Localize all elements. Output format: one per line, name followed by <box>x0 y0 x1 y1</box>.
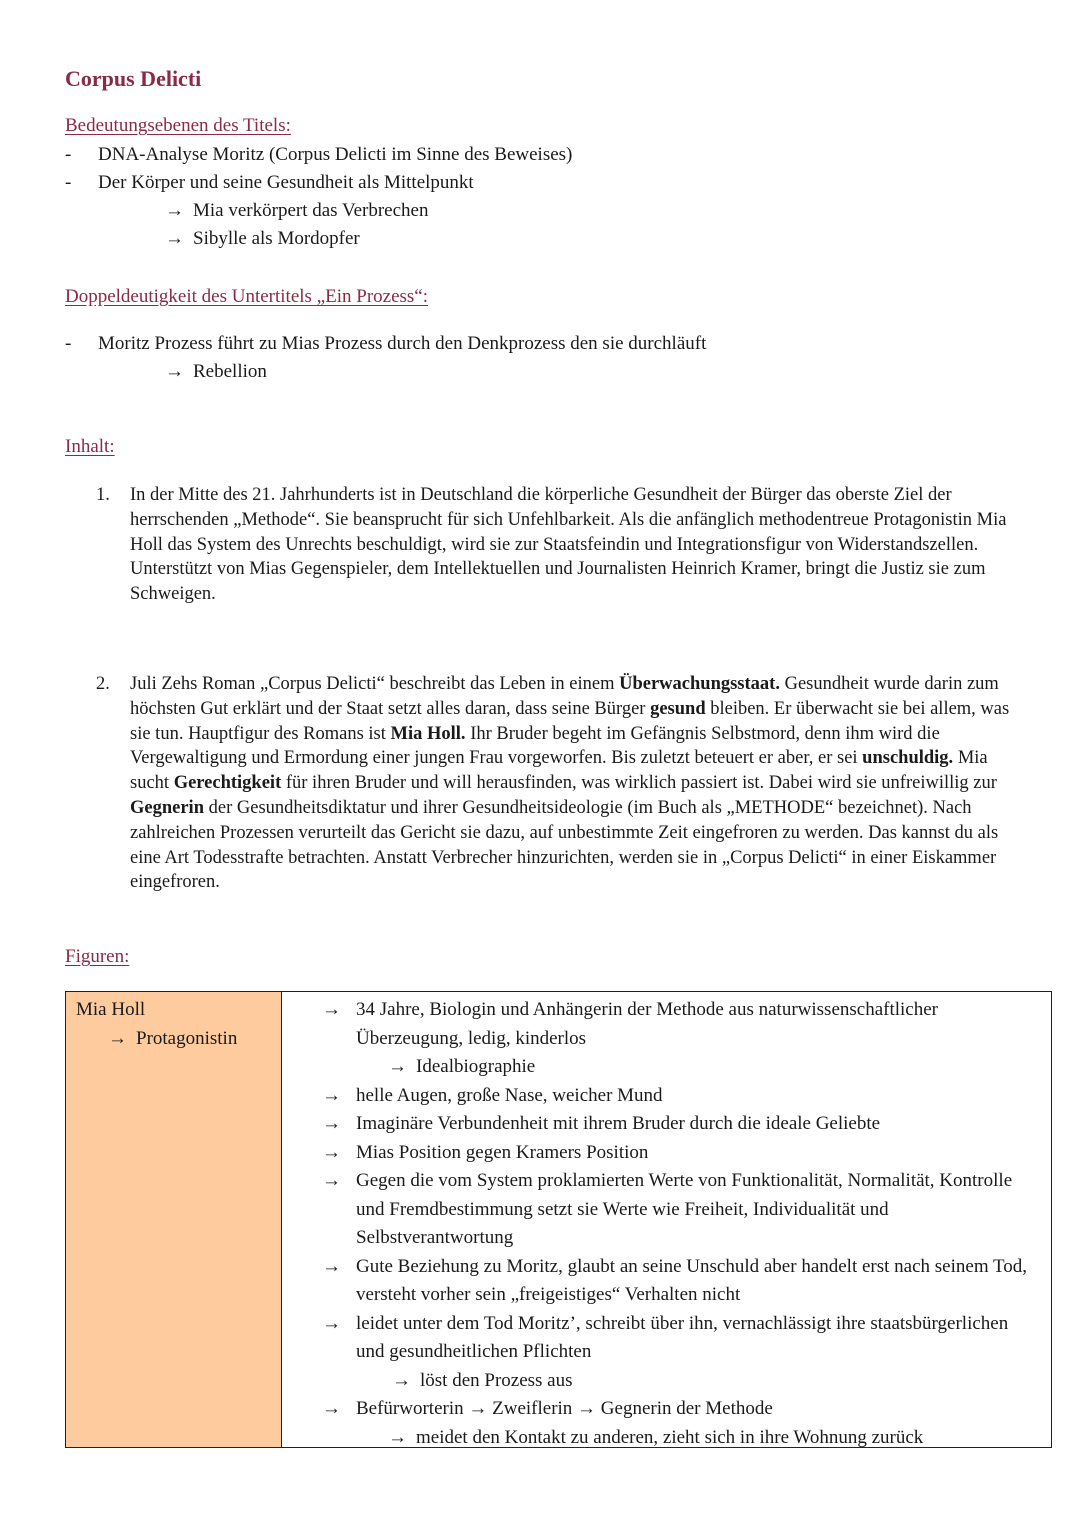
arrow-icon: → <box>322 1170 341 1191</box>
trait-text: helle Augen, große Nase, weicher Mund <box>356 1084 663 1106</box>
sub-mia: Mia verkörpert das Verbrechen <box>193 200 429 221</box>
arrow-icon: → <box>322 1398 341 1419</box>
trait-text: leidet unter dem Tod Moritz’, schreibt über ihn, vernachlässigt ihre staatsbürgerlichen und gesundheitlichen Pflichten <box>356 1312 1009 1362</box>
bold-text: gesund <box>650 698 706 719</box>
arrow-icon: → <box>392 1369 411 1391</box>
bullet-prozess: Moritz Prozess führt zu Mias Prozess durch den Denkprozess den sie durchläuft <box>98 333 707 354</box>
arrow-icon: → <box>388 1056 407 1077</box>
trait-sub-item <box>322 1367 1037 1396</box>
bold-text: unschuldig. <box>862 748 954 769</box>
figure-name-cell <box>66 992 282 1447</box>
paragraph-text <box>130 672 1016 895</box>
figure-role: Protagonistin <box>136 1027 238 1049</box>
sub-item <box>165 361 267 383</box>
trait-sub-text: meidet den Kontakt zu anderen, zieht sich in ihre Wohnung zurück <box>416 1426 924 1448</box>
dash-bullet: - <box>65 172 72 193</box>
figure-traits-cell <box>282 992 1051 1447</box>
bold-text: Gegnerin <box>130 797 204 818</box>
paragraph-text: In der Mitte des 21. Jahrhunderts ist in Deutschland die körperliche Gesundheit der Bürger das oberste Ziel der herrschenden „Methode“. Sie beansprucht für sich Unfehlbarkeit. Als die anfänglich methodentreue Protagonistin Mia Holl das System des Unrechts beschuldigt, wird sie zur Staatsfeindin und Integrationsfigur von Widerstandszellen. Unterstützt von Mias Gegenspieler, dem Intellektuellen und Journalisten Heinrich Kramer, bringt die Justiz sie zum Schweigen. <box>130 485 1007 605</box>
sub-item <box>165 228 360 250</box>
trait-sub-text: Idealbiographie <box>416 1056 536 1077</box>
arrow-icon: → <box>322 1113 341 1134</box>
text-run: für ihren Bruder und will herausfinden, was wirklich passiert ist. Dabei wird sie unfreiwillig zur <box>281 773 997 794</box>
text-run: bleiben. Er überwacht sie bei allem, was sie tun. Hauptfigur des Romans ist <box>130 698 1010 744</box>
trait-text: 34 Jahre, Biologin und Anhängerin der Methode aus naturwissenschaftlicher Überzeugung, ledig, kinderlos <box>356 999 938 1049</box>
text-run: Ihr Bruder begeht im Gefängnis Selbstmord, denn ihm wird die Vergewaltigung und Ermordung einer jungen Frau vorgeworfen. Bis zuletzt beteuert er aber, er sei <box>130 723 940 769</box>
bullet-dna: DNA-Analyse Moritz (Corpus Delicti im Sinne des Beweises) <box>98 144 573 165</box>
figure-name: Mia Holl <box>76 999 146 1020</box>
dash-bullet: - <box>65 144 72 165</box>
text-run: Gesundheit wurde darin zum höchsten Gut erklärt und der Staat setzt alles daran, dass seine Bürger <box>130 674 999 719</box>
bullet-body: Der Körper und seine Gesundheit als Mittelpunkt <box>98 172 474 193</box>
arrow-icon: → <box>388 1426 407 1448</box>
dash-bullet: - <box>65 333 72 354</box>
arrow-icon: → <box>165 200 184 221</box>
arrow-icon: → <box>322 1255 341 1277</box>
arrow-icon: → <box>322 999 341 1020</box>
arrow-icon: → <box>165 228 184 249</box>
arrow-icon: → <box>322 1084 341 1106</box>
page-title: Corpus Delicti <box>65 66 202 91</box>
text-run: Juli Zehs Roman „Corpus Delicti“ beschreibt das Leben in einem <box>130 674 620 694</box>
trait-item <box>322 1082 1037 1111</box>
section-heading-subtitle: Doppeldeutigkeit des Untertitels „Ein Prozess“: <box>65 286 429 307</box>
trait-sub-text: löst den Prozess aus <box>420 1369 573 1391</box>
sub-item <box>165 200 428 222</box>
trait-item <box>322 1139 1037 1168</box>
section-heading-meaning: Bedeutungsebenen des Titels: <box>65 115 291 136</box>
bold-text: Gerechtigkeit <box>173 773 282 794</box>
section-heading-content: Inhalt: <box>65 436 115 457</box>
trait-text: Imaginäre Verbundenheit mit ihrem Bruder durch die ideale Geliebte <box>356 1113 881 1134</box>
bold-text: Mia Holl. <box>390 723 466 744</box>
figure-role-line <box>76 1025 271 1054</box>
trait-sub-item <box>322 1424 1037 1453</box>
sub-rebellion: Rebellion <box>193 361 267 382</box>
trait-item <box>322 1167 1037 1253</box>
trait-sub-item <box>322 1053 1037 1082</box>
trait-item <box>322 1253 1037 1310</box>
paragraph-number: 2. <box>96 674 110 694</box>
arrow-icon: → <box>165 361 184 382</box>
text-run: Mia sucht <box>130 748 988 794</box>
text-run: der Gesundheitsdiktatur und ihrer Gesundheitsideologie (im Buch als „METHODE“ bezeichnet). Nach zahlreichen Prozessen verurteilt das Gericht sie dazu, auf unbestimmte Zeit eingefroren zu werden. Das kannst du als eine Art Todesstrafte betrachten. Anstatt Verbrecher hinzurichten, werden sie in „Corpus Delicti“ in einer Eiskammer eingefroren. <box>130 797 999 893</box>
bold-text: Überwachungsstaat. <box>619 674 780 694</box>
trait-text: Befürworterin → Zweiflerin → Gegnerin der Methode <box>356 1398 773 1419</box>
trait-text: Mias Position gegen Kramers Position <box>356 1141 649 1163</box>
trait-item <box>322 1310 1037 1367</box>
figures-table <box>65 991 1052 1448</box>
trait-item <box>322 1110 1037 1139</box>
paragraph-number: 1. <box>96 485 110 505</box>
sub-sibylle: Sibylle als Mordopfer <box>193 228 360 249</box>
trait-text: Gute Beziehung zu Moritz, glaubt an seine Unschuld aber handelt erst nach seinem Tod, versteht vorher sein „freigeistiges“ Verhalten nicht <box>356 1255 1028 1305</box>
trait-item <box>322 1395 1037 1424</box>
arrow-icon: → <box>322 1141 341 1163</box>
arrow-icon: → <box>108 1027 127 1049</box>
content-paragraph-1 <box>96 483 1016 607</box>
arrow-icon: → <box>322 1312 341 1334</box>
trait-text: Gegen die vom System proklamierten Werte von Funktionalität, Normalität, Kontrolle und Fremdbestimmung setzt sie Werte wie Freiheit, Individualität und Selbstverantwortung <box>356 1170 1013 1248</box>
section-heading-figures: Figuren: <box>65 946 130 967</box>
trait-item <box>322 996 1037 1053</box>
content-paragraph-2 <box>96 672 1016 895</box>
